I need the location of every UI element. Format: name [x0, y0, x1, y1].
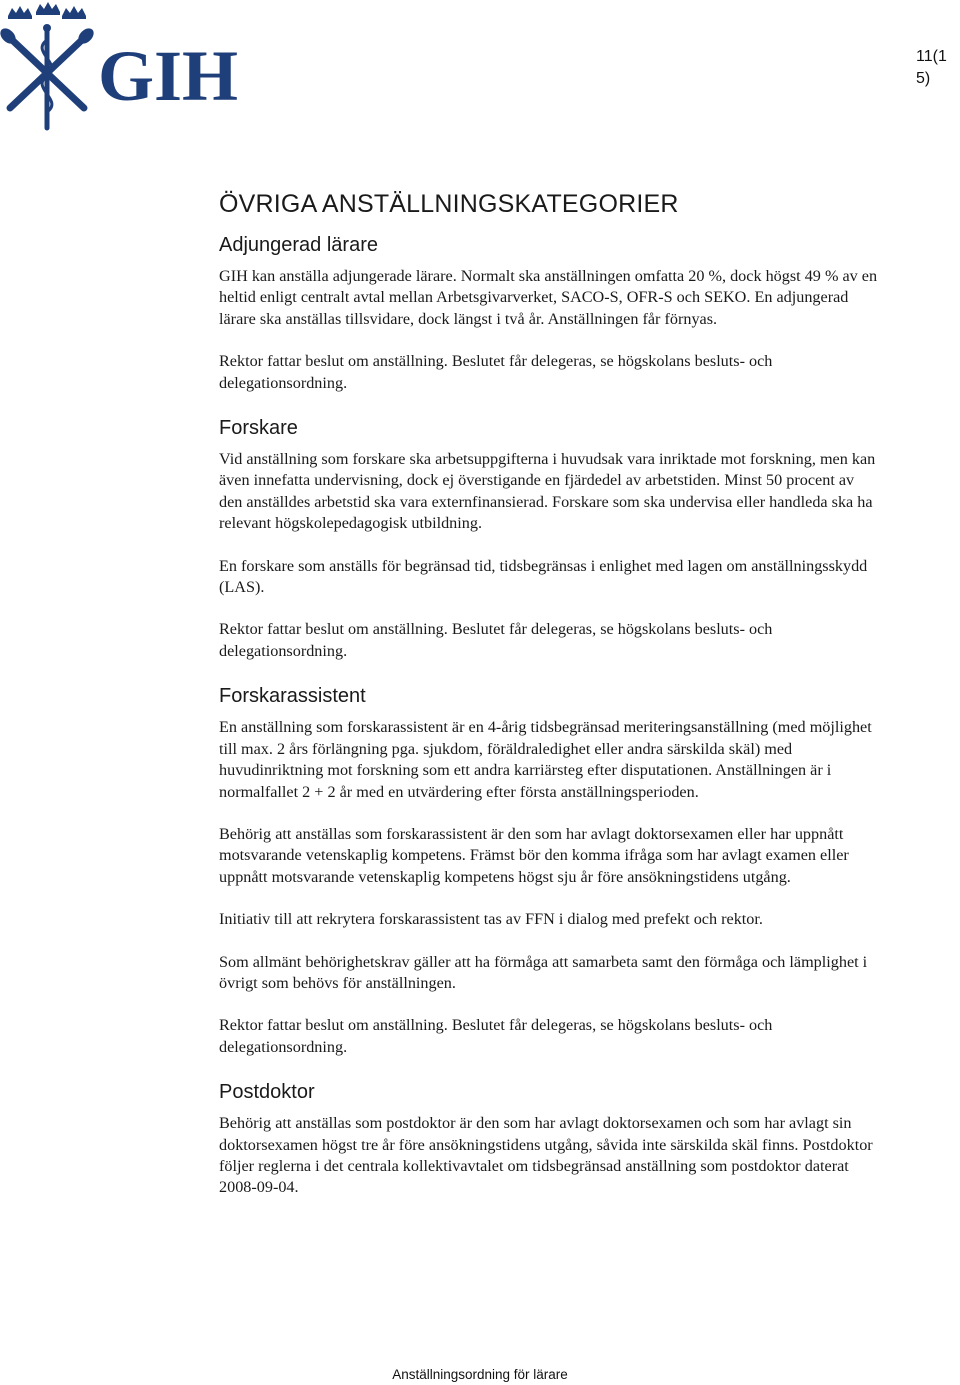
- paragraph: Som allmänt behörighetskrav gäller att ha förmåga att samarbeta samt den förmåga och lämplighet i övrigt som behövs för anställningen.: [219, 952, 868, 992]
- page-number-text: 11(1 5): [916, 48, 947, 87]
- paragraph: GIH kan anställa adjungerade lärare. Normalt ska anställningen omfatta 20 %, dock högst 49 % av en heltid enligt centralt avtal mellan Arbetsgivarverket, SACO-S, OFR-S och SEKO. En adjungerad lärare ska anställas tillsvidare, dock längst i två år. Anställningen får förnyas.: [219, 267, 878, 328]
- section-title: Forskare: [219, 417, 298, 440]
- crown-icon: [8, 6, 32, 19]
- paragraph: Behörig att anställas som postdoktor är den som har avlagt doktorsexamen och som har avlagt sin doktorsexamen högst tre år före ansökningstidens utgång, såvida inte särskilda skäl finns. Postdoktor följer reglerna i det centrala kollektivavtalet om tidsbegränsad anställning som postdoktor daterat 2008-09-04.: [219, 1114, 873, 1197]
- section-forskare: [219, 415, 879, 662]
- document-content: [219, 188, 879, 1220]
- crown-icon: [36, 2, 60, 15]
- paragraph: Rektor fattar beslut om anställning. Beslutet får delegeras, se högskolans besluts- och delegationsordning.: [219, 352, 773, 392]
- section-adjungerad-larare: [219, 232, 879, 394]
- logo-text: GIH: [98, 36, 239, 116]
- paragraph: Vid anställning som forskare ska arbetsuppgifterna i huvudsak vara inriktade mot forskning, men kan även innefatta undervisning, dock ej överstigande en fjärdedel av arbetstiden. Minst 50 procent av den anställdes arbetstid ska vara externfinansierad. Forskare som ska undervisa eller handleda ska ha relevant högskolepedagogisk utbildning.: [219, 450, 876, 533]
- section-title: Forskarassistent: [219, 685, 366, 708]
- section-title: Postdoktor: [219, 1081, 315, 1104]
- paragraph: Rektor fattar beslut om anställning. Beslutet får delegeras, se högskolans besluts- och delegationsordning.: [219, 620, 773, 660]
- crown-icon: [62, 6, 86, 19]
- paragraph: En forskare som anställs för begränsad tid, tidsbegränsas i enlighet med lagen om anställningsskydd (LAS).: [219, 556, 868, 597]
- section-postdoktor: [219, 1079, 879, 1199]
- paragraph: Rektor fattar beslut om anställning. Beslutet får delegeras, se högskolans besluts- och delegationsordning.: [219, 1016, 773, 1056]
- section-forskarassistent: [219, 683, 879, 1058]
- page-title: ÖVRIGA ANSTÄLLNINGSKATEGORIER: [219, 190, 679, 218]
- footer: Anställningsordning för lärare: [392, 1367, 568, 1382]
- paragraph: En anställning som forskarassistent är en 4-årig tidsbegränsad meriteringsanställning (med möjlighet till max. 2 års förlängning pga. sjukdom, föräldraledighet eller andra särskilda skäl) med huvudinriktning mot forskning som ett andra karriärsteg efter disputationen. Anställningen är i normalfallet 2 + 2 år med en utvärdering efter första anställningsperioden.: [219, 718, 872, 801]
- paragraph: Initiativ till att rekrytera forskarassistent tas av FFN i dialog med prefekt och rektor.: [219, 910, 763, 929]
- section-title: Adjungerad lärare: [219, 234, 378, 256]
- gih-logo: [0, 0, 250, 132]
- page-number: [916, 46, 956, 90]
- emblem-icon: [10, 30, 84, 128]
- paragraph: Behörig att anställas som forskarassistent är den som har avlagt doktorsexamen eller har uppnått motsvarande vetenskaplig kompetens. Främst bör den komma ifråga som har avlagt examen eller uppnått motsvarande vetenskaplig kompetens högst sju år före ansökningstidens utgång.: [219, 824, 849, 886]
